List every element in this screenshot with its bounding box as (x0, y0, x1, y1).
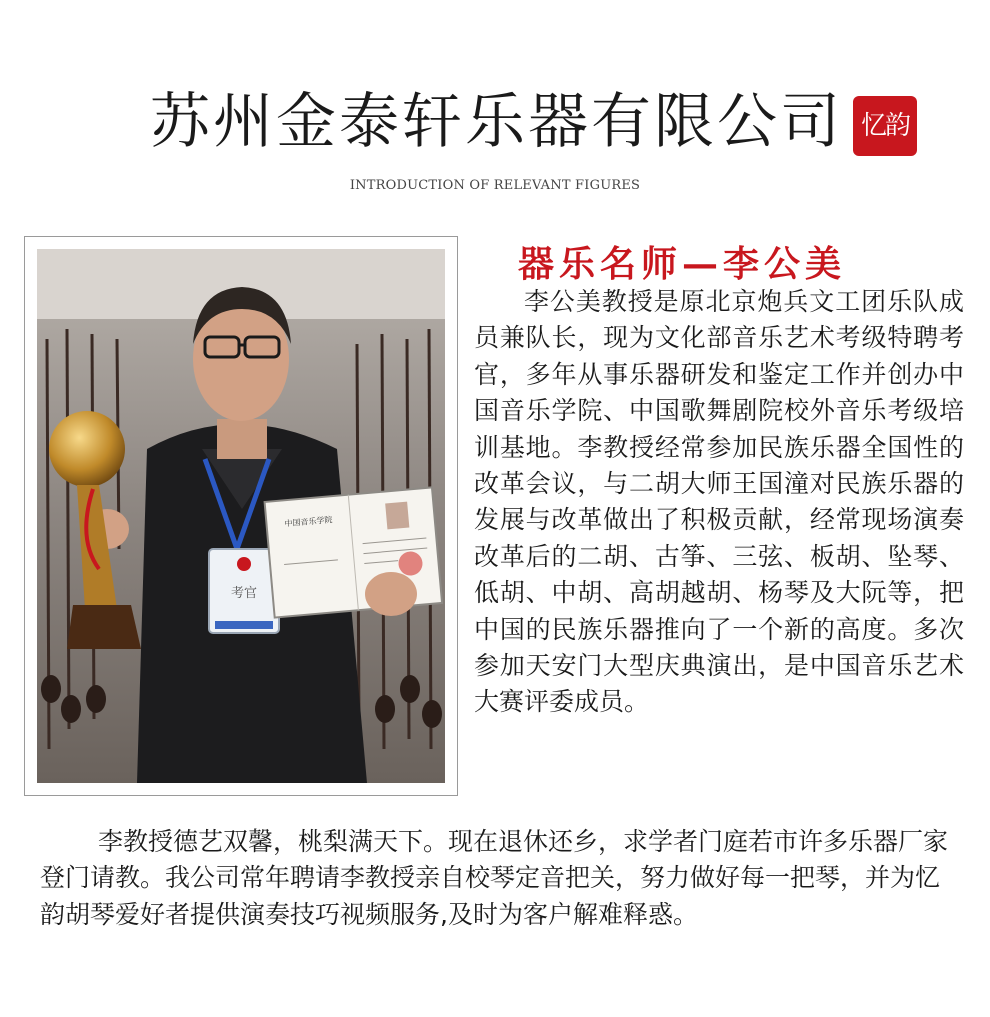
profile-heading: 器乐名师—李公美 (518, 243, 847, 285)
profile-closing-text: 李教授德艺双馨，桃梨满天下。现在退休还乡，求学者门庭若市许多乐器厂家登门请教。我公司常年聘请李教授亲自校琴定音把关，努力做好每一把琴，并为忆韵胡琴爱好者提供演奏技巧视频服务,及时为客户解难释惑。 (40, 827, 949, 929)
portrait-photo-frame (24, 236, 458, 796)
trophy-icon (49, 411, 125, 487)
certificate-title: 中国音乐学院 (284, 515, 333, 529)
portrait-photo (37, 249, 445, 783)
section-subtitle: INTRODUCTION OF RELEVANT FIGURES (349, 178, 641, 193)
brand-seal-logo: 忆韵 (853, 96, 917, 156)
company-title: 苏州金泰轩乐器有限公司 (150, 87, 843, 157)
badge-label: 考官 (230, 586, 258, 601)
profile-bio-text: 李公美教授是原北京炮兵文工团乐队成员兼队长，现为文化部音乐艺术考级特聘考官，多年从事乐器研发和鉴定工作并创办中国音乐学院、中国歌舞剧院校外音乐考级培训基地。李教授经常参加民族乐器全国性的改革会议，与二胡大师王国潼对民族乐器的发展与改革做出了积极贡献，经常现场演奏改革后的二胡、古筝、三弦、板胡、坠琴、低胡、中胡、高胡越胡、杨琴及大阮等，把中国的民族乐器推向了一个新的高度。多次参加天安门大型庆典演出，是中国音乐艺术大赛评委成员。 (474, 287, 964, 717)
